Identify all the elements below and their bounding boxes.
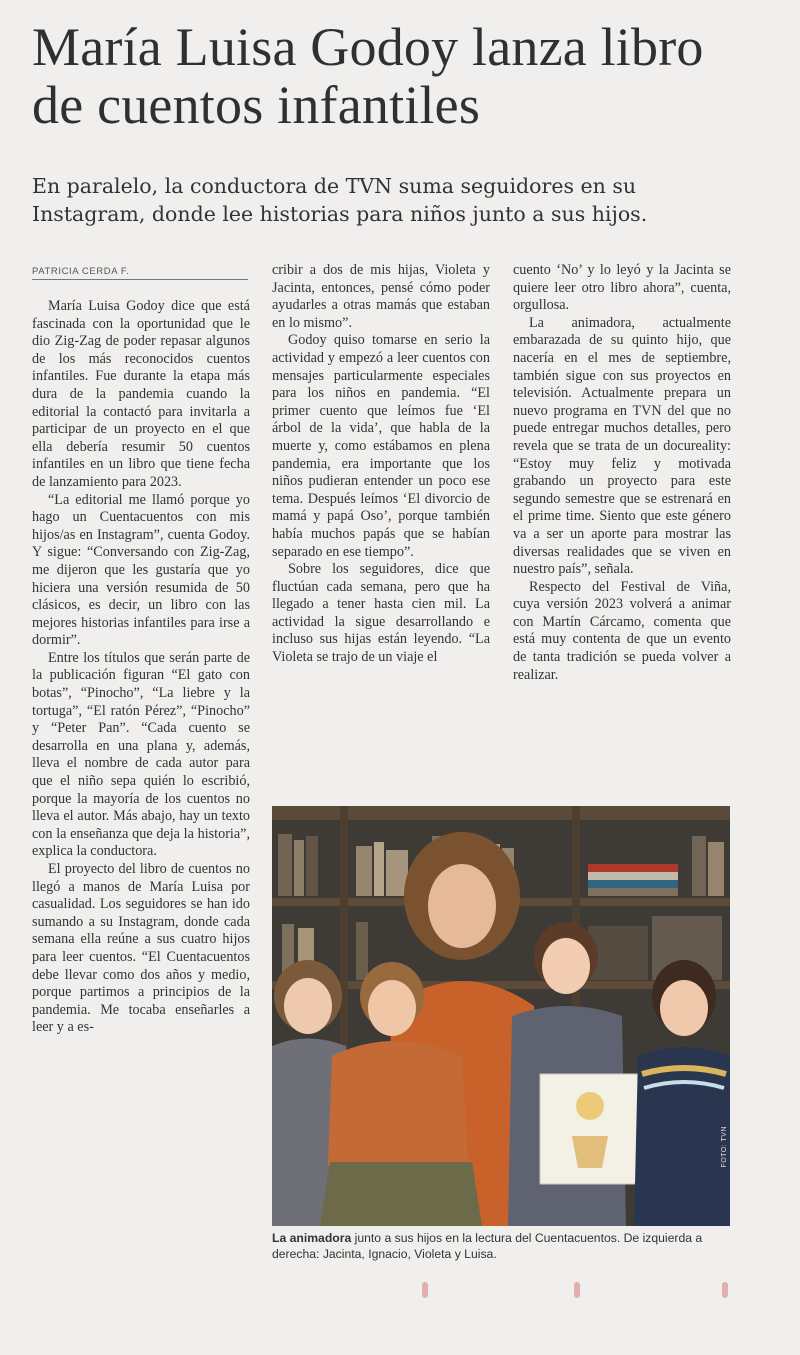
caption-lead: La animadora [272,1231,352,1245]
column-1 [32,298,250,1037]
paragraph: Respecto del Festival de Viña, cuya versión 2023 volverá a animar con Martín Cárcamo, comenta que está muy contenta de que un evento de tanta tradición se pueda volver a realizar. [513,578,731,683]
paragraph: Sobre los seguidores, dice que fluctúan cada semana, pero que ha llegado a tener hasta cien mil. La actividad la sigue desarrollando e incluso sus hijas están leyendo. “La Violeta se trajo de un viaje el [272,561,490,666]
paragraph: El proyecto del libro de cuentos no llegó a manos de María Luisa por casualidad. Los seguidores se han ido sumando a su Instagram, donde cada semana ella reúne a sus cuatro hijos para leer cuentos. “El Cuentacuentos debe llevar como dos años y medio, porque partimos a principios de la pandemia. Me tocaba enseñarles a leer y a es- [32,861,250,1036]
column-3 [513,262,731,684]
paragraph: María Luisa Godoy dice que está fascinada con la oportunidad que le dio Zig-Zag de poder repasar algunos de los más reconocidos cuentos infantiles. Fue durante la etapa más dura de la pandemia cuando la editorial la contactó para invitarla a participar de un proyecto en el que ella debería resumir 50 cuentos infantiles en un libro que tiene fecha de lanzamiento para 2023. [32,298,250,490]
article-photo [272,806,730,1226]
headline: María Luisa Godoy lanza libro de cuentos infantiles [32,17,704,135]
photo-credit: FOTO: TVN [721,1126,728,1168]
scan-mark [722,1282,728,1298]
paragraph: Godoy quiso tomarse en serio la actividad y empezó a leer cuentos con mensajes particularmente especiales para los niños en pandemia. “El primer cuento que leímos fue ‘El árbol de la vida’, que habla de la muerte y, como estábamos en plena pandemia, era importante que los niños pudieran entender un poco ese tema. Después leímos ‘El divorcio de mamá y papá Oso’, porque también había muchos papás que se habían separado en ese tiempo”. [272,332,490,560]
subheadline: En paralelo, la conductora de TVN suma seguidores en su Instagram, donde lee historias para niños junto a sus hijos. [32,174,648,226]
scan-mark [422,1282,428,1298]
paragraph: cribir a dos de mis hijas, Violeta y Jacinta, entonces, pensé cómo poder ayudarles a otras mamás que estaban en lo mismo”. [272,262,490,331]
photo-caption [272,1230,732,1262]
column-2 [272,262,490,667]
paragraph: La animadora, actualmente embarazada de su quinto hijo, que nacería en el mes de septiembre, también sigue con sus proyectos en televisión. Actualmente prepara un nuevo programa en TVN del que no puede entregar muchos detalles, pero revela que se trata de un docureality: “Estoy muy feliz y motivada grabando un proyecto para este segundo semestre que se estrenará en el prime time. Siento que este género va a ser un aporte para mostrar las diversas realidades que se viven en nuestro país”, señala. [513,314,731,578]
paragraph: cuento ‘No’ y lo leyó y la Jacinta se quiere leer otro libro ahora”, cuenta, orgullosa. [513,262,731,314]
caption-text: junto a sus hijos en la lectura del Cuentacuentos. De izquierda a derecha: Jacinta, Ignacio, Violeta y Luisa. [272,1231,703,1261]
byline: PATRICIA CERDA F. [32,266,248,280]
paragraph: “La editorial me llamó porque yo hago un Cuentacuentos con mis hijos/as en Instagram”, cuenta Godoy. Y sigue: “Conversando con Zig-Zag, me dijeron que les gustaría que yo hiciera una versión resumida de 50 clásicos, es decir, un libro con las mejores historias infantiles para irse a dormir”. [32,491,250,649]
family-photo-illustration [272,806,730,1226]
paragraph: Entre los títulos que serán parte de la publicación figuran “El gato con botas”, “Pinocho”, “La liebre y la tortuga”, “El ratón Pérez”, “Pinocho” y “Peter Pan”. “Cada cuento se desarrolla en una plana y, además, lleva el nombre de cada autor para que el niño sepa quién lo escribió, porque la mayoría de los cuentos no lleva el autor. Más abajo, hay un texto con la enseñanza que deja la historia”, explica la conductora. [32,649,250,860]
scan-mark [574,1282,580,1298]
